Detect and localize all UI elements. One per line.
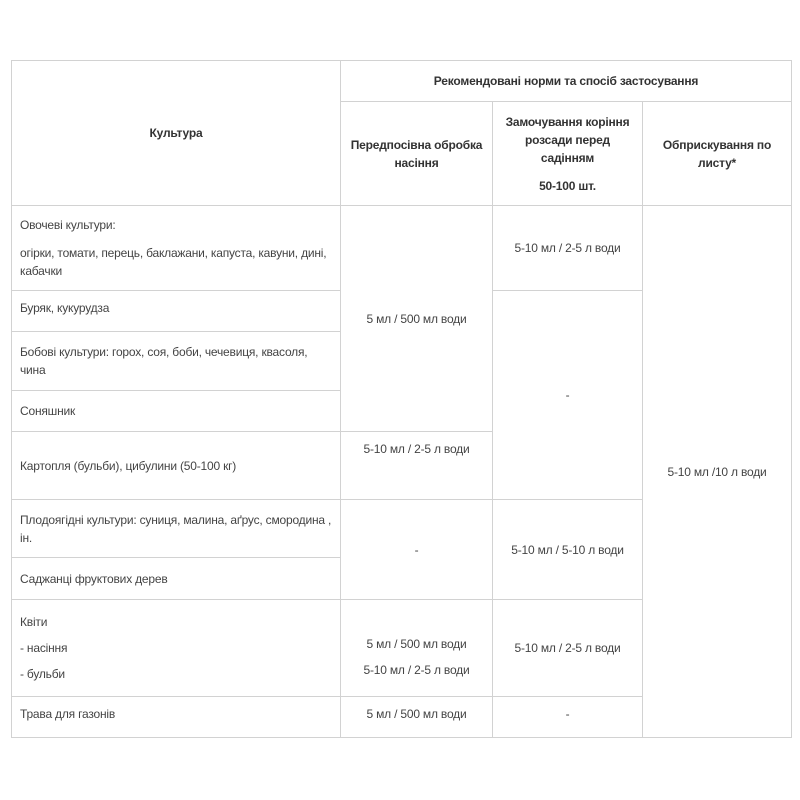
vegetables-title: Овочеві культури: — [20, 218, 116, 232]
seed-rate-flowers — [341, 600, 493, 697]
seed-rate-flowers-bulbs: 5-10 мл / 2-5 л води — [363, 663, 470, 677]
culture-saplings: Саджанці фруктових дерев — [12, 558, 341, 600]
flowers-bulbs: - бульби — [20, 667, 65, 681]
culture-sunflower: Соняшник — [12, 391, 341, 432]
application-rates-table — [11, 60, 792, 738]
seed-rate-grass: 5 мл / 500 мл води — [341, 697, 493, 738]
roots-rate-vegetables: 5-10 мл / 2-5 л води — [493, 206, 643, 291]
header-recommended-rates: Рекомендовані норми та спосіб застосування — [341, 61, 792, 102]
seed-rate-berries: - — [341, 500, 493, 600]
seed-rate-main: 5 мл / 500 мл води — [341, 206, 493, 432]
culture-berries: Плодоягідні культури: суниця, малина, аґрус, смородина , ін. — [12, 500, 341, 558]
header-root-soaking-label: Замочування коріння розсади перед садінням — [505, 114, 630, 165]
spray-rate-all: 5-10 мл /10 л води — [643, 206, 792, 738]
roots-rate-grass: - — [493, 697, 643, 738]
seed-rate-potato: 5-10 мл / 2-5 л води — [341, 432, 493, 500]
header-culture: Культура — [12, 61, 341, 206]
header-root-soaking — [493, 102, 643, 206]
culture-beans: Бобові культури: горох, соя, боби, чечевиця, квасоля, чина — [12, 332, 341, 391]
table-row — [12, 206, 792, 291]
header-root-soaking-qty: 50-100 шт. — [539, 178, 596, 193]
roots-rate-field: - — [493, 291, 643, 500]
header-seed-treatment: Передпосівна обробка насіння — [341, 102, 493, 206]
culture-potato: Картопля (бульби), цибулини (50-100 кг) — [12, 432, 341, 500]
vegetables-list: огірки, томати, перець, баклажани, капуста, кавуни, дині, кабачки — [20, 246, 327, 278]
culture-vegetables — [12, 206, 341, 291]
flowers-title: Квіти — [20, 615, 48, 629]
culture-grass: Трава для газонів — [12, 697, 341, 738]
roots-rate-berries: 5-10 мл / 5-10 л води — [493, 500, 643, 600]
flowers-seeds: - насіння — [20, 641, 68, 655]
culture-beet: Буряк, кукурудза — [12, 291, 341, 332]
header-foliar-spray: Обприскування по листу* — [643, 102, 792, 206]
roots-rate-flowers: 5-10 мл / 2-5 л води — [493, 600, 643, 697]
culture-flowers — [12, 600, 341, 697]
seed-rate-flowers-seeds: 5 мл / 500 мл води — [366, 637, 467, 651]
